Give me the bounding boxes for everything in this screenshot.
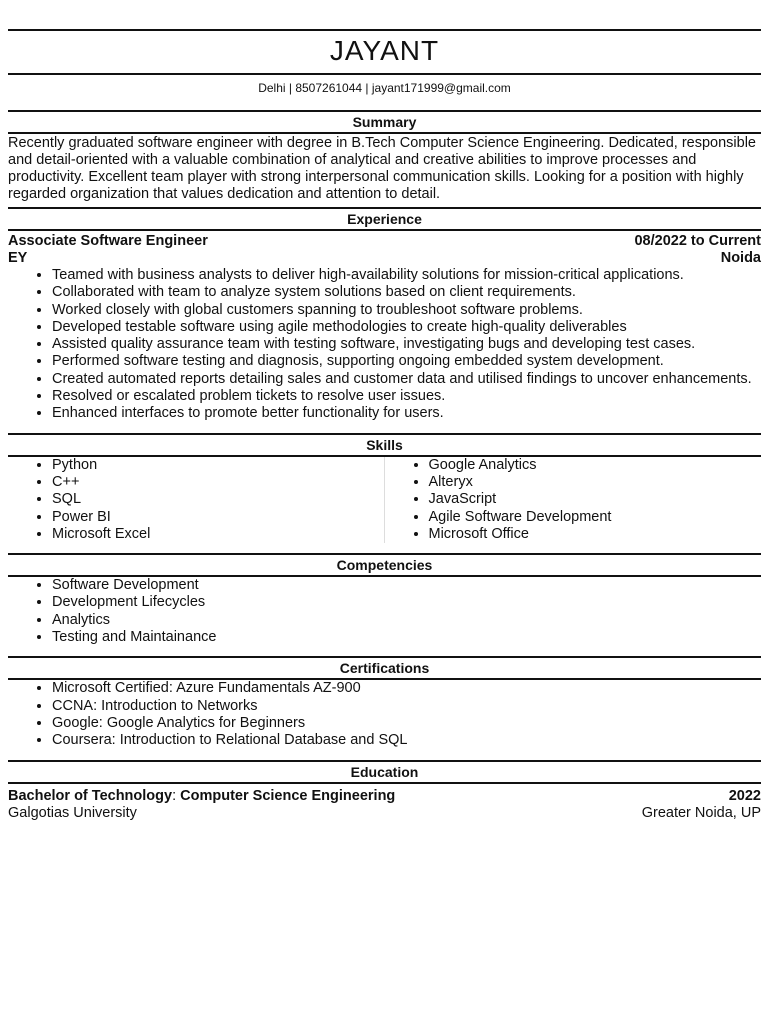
list-item: • SQL	[52, 491, 384, 508]
list-item: • Enhanced interfaces to promote better functionality for users.	[52, 405, 761, 422]
list-item: • Assisted quality assurance team with testing software, investigating bugs and developing test cases.	[52, 336, 761, 353]
resume-page	[8, 0, 761, 822]
contact-line: Delhi | 8507261044 | jayant171999@gmail.com	[258, 81, 511, 95]
degree-line	[8, 788, 395, 805]
candidate-name: JAYANT	[329, 35, 440, 66]
experience-heading: Experience	[8, 207, 761, 231]
list-item: • CCNA: Introduction to Networks	[52, 698, 761, 715]
list-item: • JavaScript	[429, 491, 762, 508]
list-item: • Coursera: Introduction to Relational Database and SQL	[52, 732, 761, 749]
job-title: Associate Software Engineer	[8, 233, 208, 249]
list-item: • Software Development	[52, 577, 761, 594]
list-item: • Microsoft Office	[429, 526, 762, 543]
job-location: Noida	[720, 250, 761, 266]
education-heading: Education	[8, 760, 761, 784]
list-item: • Python	[52, 457, 384, 474]
list-item: • Google Analytics	[429, 457, 762, 474]
degree-name: Bachelor of Technology	[8, 787, 173, 804]
skills-columns	[8, 457, 761, 543]
job-title-row	[8, 233, 761, 250]
list-item: • Agile Software Development	[429, 509, 762, 526]
experience-bullets	[8, 267, 761, 423]
list-item: • Performed software testing and diagnosis, supporting ongoing embedded system development.	[52, 353, 761, 370]
list-item: • Developed testable software using agile methodologies to create high-quality deliverables	[52, 319, 761, 336]
list-item: • Microsoft Excel	[52, 526, 384, 543]
summary-text: Recently graduated software engineer with degree in B.Tech Computer Science Engineering. Dedicated, responsible and detail-oriented with a valuable combination of analytical and creative abilities to improve processes and productivity. Excellent team player with strong interpersonal communication skills. Looking for a position with highly regarded organization that values dedication and attention to detail.	[8, 135, 756, 202]
list-item: • Power BI	[52, 509, 384, 526]
job-company: EY	[8, 250, 28, 266]
skills-right-list	[385, 457, 762, 543]
skills-heading: Skills	[8, 433, 761, 457]
list-item: • Created automated reports detailing sales and customer data and utilised findings to uncover enhancements.	[52, 371, 761, 388]
skills-left-list	[8, 457, 385, 543]
list-item: • C++	[52, 474, 384, 491]
job-company-row	[8, 250, 761, 267]
certifications-list	[8, 680, 761, 749]
school-location: Greater Noida, UP	[641, 804, 761, 821]
list-item: • Google: Google Analytics for Beginners	[52, 715, 761, 732]
list-item: • Teamed with business analysts to deliver high-availability solutions for mission-critical applications.	[52, 267, 761, 284]
list-item: • Testing and Maintainance	[52, 629, 761, 646]
list-item: • Alteryx	[429, 474, 762, 491]
competencies-list	[8, 577, 761, 646]
competencies-heading: Competencies	[8, 553, 761, 577]
list-item: • Resolved or escalated problem tickets to resolve user issues.	[52, 388, 761, 405]
degree-field: Computer Science Engineering	[180, 787, 396, 804]
degree-separator: :	[172, 787, 181, 804]
list-item: • Analytics	[52, 612, 761, 629]
degree-row	[8, 788, 761, 805]
school-name: Galgotias University	[8, 804, 137, 821]
list-item: • Microsoft Certified: Azure Fundamentals AZ-900	[52, 680, 761, 697]
job-dates: 08/2022 to Current	[634, 233, 761, 249]
list-item: • Worked closely with global customers spanning to troubleshoot software problems.	[52, 302, 761, 319]
school-row	[8, 805, 761, 822]
summary-heading: Summary	[8, 110, 761, 134]
certifications-heading: Certifications	[8, 656, 761, 680]
graduation-year: 2022	[728, 787, 761, 804]
list-item: • Collaborated with team to analyze system solutions based on client requirements.	[52, 284, 761, 301]
list-item: • Development Lifecycles	[52, 594, 761, 611]
